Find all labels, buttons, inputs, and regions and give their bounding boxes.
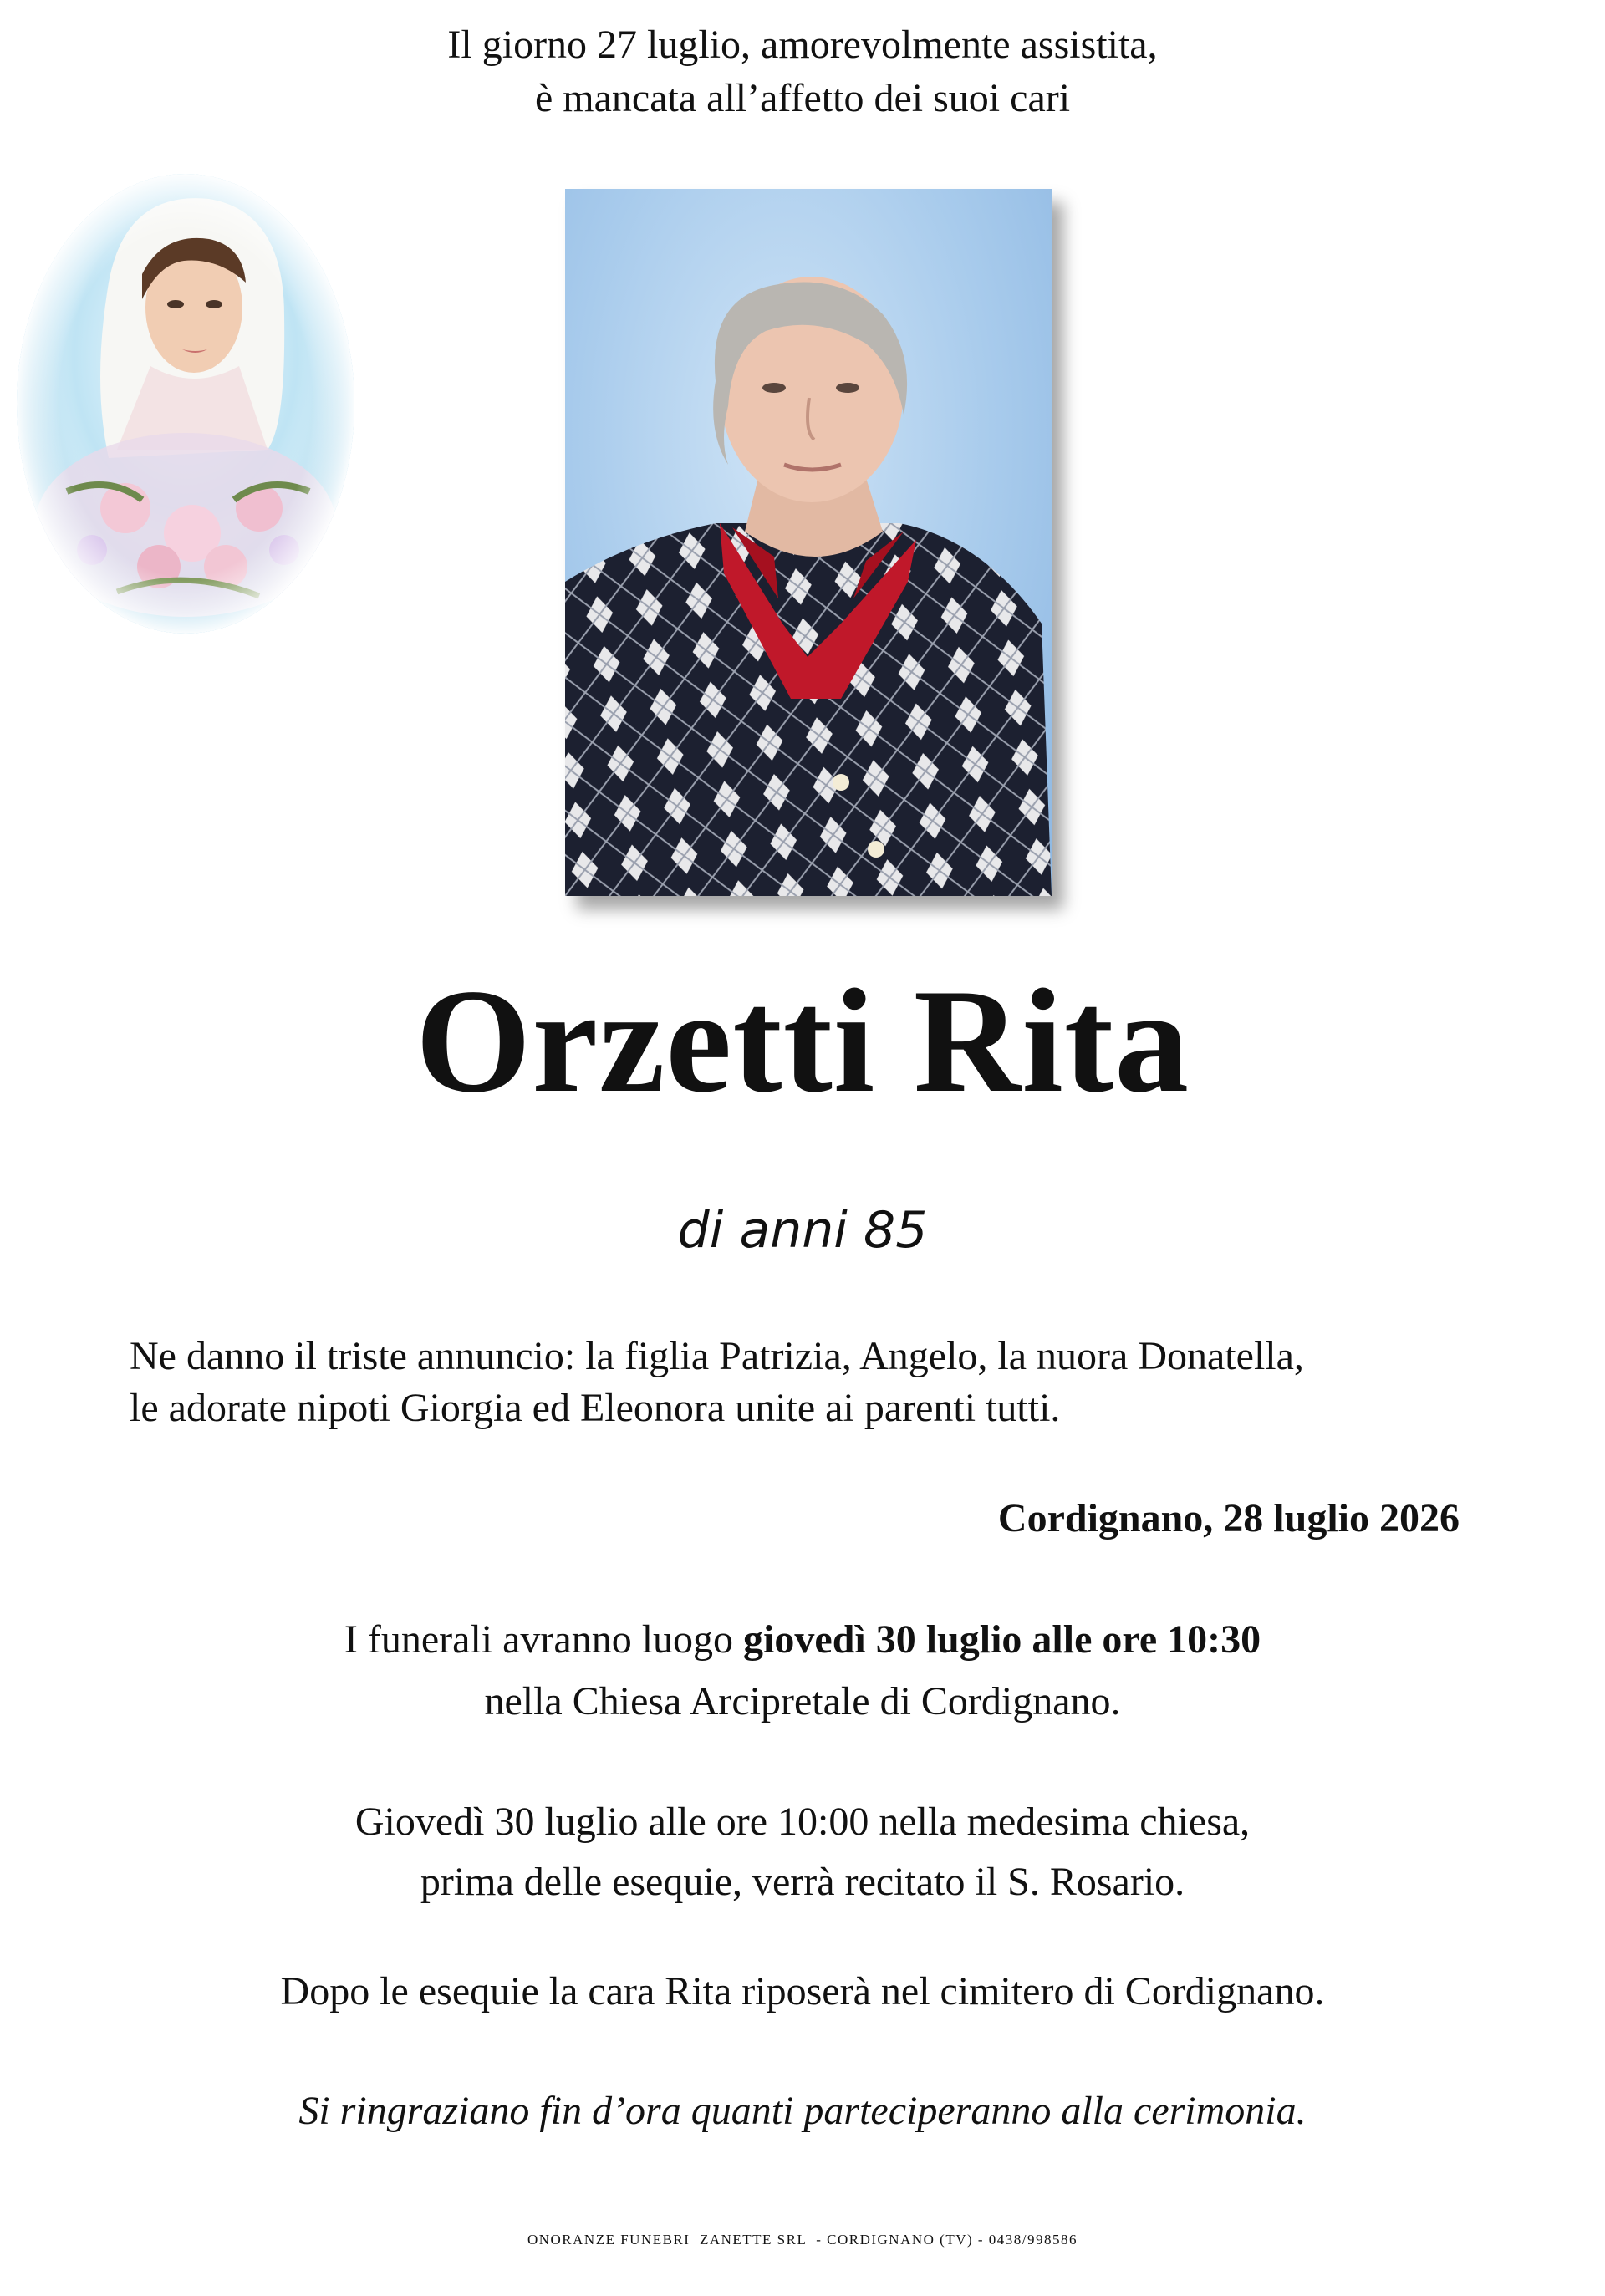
- funeral-info: [0, 1609, 1605, 1733]
- announcement-line-1: Ne danno il triste annuncio: la figlia Patrizia, Angelo, la nuora Donatella,: [130, 1334, 1304, 1378]
- rosary-info: [0, 1792, 1605, 1912]
- deceased-age: di anni 85: [677, 1201, 928, 1260]
- funeral-home-footer: [0, 2230, 1605, 2250]
- rosary-line-1: Giovedì 30 luglio alle ore 10:00 nella medesima chiesa,: [354, 1800, 1251, 1844]
- portrait-photo: [565, 189, 1052, 896]
- intro-line-1: Il giorno 27 luglio, amorevolmente assistita,: [447, 23, 1158, 67]
- announcement-text: [130, 1331, 1551, 1434]
- funeral-datetime: giovedì 30 luglio alle ore 10:30: [743, 1617, 1261, 1662]
- announcement-line-2: le adorate nipoti Giorgia ed Eleonora unite ai parenti tutti.: [130, 1386, 1061, 1430]
- intro-text: [0, 18, 1605, 125]
- deceased-name: Orzetti Rita: [415, 958, 1190, 1123]
- rosary-line-2: prima delle esequie, verrà recitato il S. Rosario.: [420, 1860, 1185, 1904]
- funeral-line-1: [0, 1609, 1605, 1671]
- intro-line-2: è mancata all’affetto dei suoi cari: [534, 76, 1071, 120]
- footer-text: ONORANZE FUNEBRI ZANETTE SRL - CORDIGNANO (TV) - 0438/998586: [527, 2232, 1078, 2248]
- thanks-text: Si ringraziano fin d’ora quanti parteciperanno alla cerimonia.: [298, 2089, 1307, 2133]
- funeral-prefix: I funerali avranno luogo: [344, 1617, 744, 1662]
- place-and-date: Cordignano, 28 luglio 2026: [997, 1496, 1460, 1540]
- funeral-line-2: nella Chiesa Arcipretale di Cordignano.: [484, 1679, 1121, 1723]
- burial-info: Dopo le esequie la cara Rita riposerà nel cimitero di Cordignano.: [280, 1969, 1325, 2013]
- madonna-with-lilies-image: [17, 174, 354, 634]
